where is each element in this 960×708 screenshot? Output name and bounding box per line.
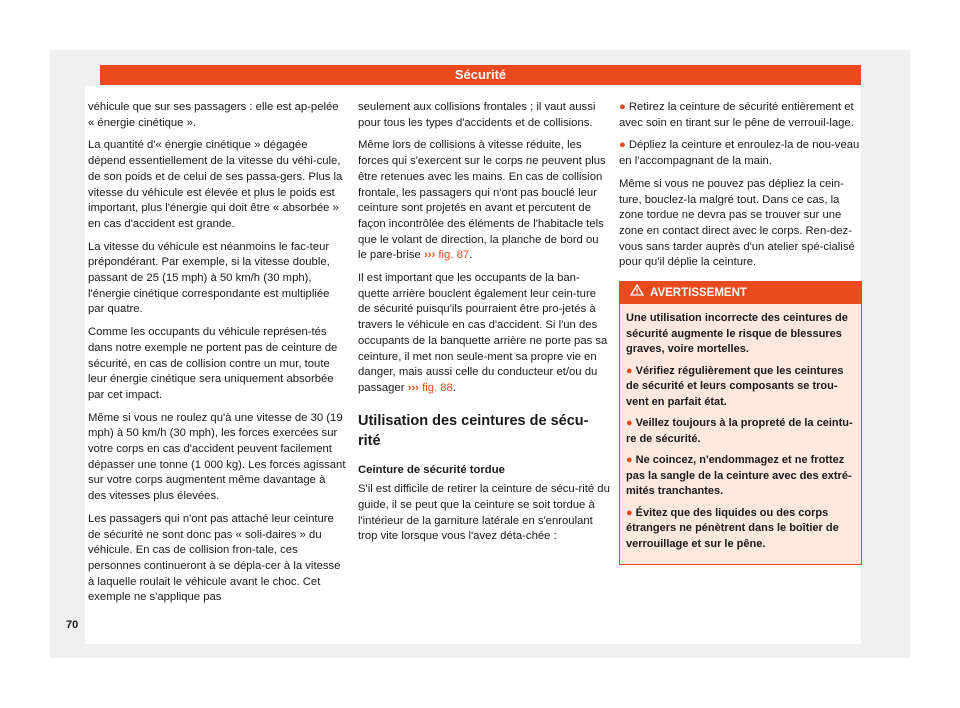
- bullet-icon: ●: [626, 454, 633, 467]
- paragraph-text: Même lors de collisions à vitesse réduite, les forces qui s'exercent sur le corps ne peuvent plus être retenues avec les mains. En cas de collision frontale, les passagers qui n'ont pas bouclé leur ceinture sont projetés en avant et percutent de façon incontrôlée des éléments de l'habitacle tels que le volant de direction, la planche de bord ou le pare-brise: [358, 139, 606, 262]
- column-3: [619, 100, 862, 565]
- page-number: 70: [66, 619, 79, 631]
- paragraph: La quantité d'« énergie cinétique » dégagée dépend essentiellement de la vitesse du véhi-cule, de son poids et de celui de ses passa-gers. Plus la vitesse du véhicule est élevée et plus le poids est important, plus l'énergie qui doit être « absorbée » en cas d'accident est grande.: [88, 139, 343, 230]
- warning-intro: Une utilisation incorrecte des ceintures de sécurité augmente le risque de blessures graves, voire mortelles.: [626, 312, 848, 356]
- paragraph: [358, 138, 610, 264]
- paragraph: S'il est difficile de retirer la ceinture de sécu-rité du guide, il se peut que la ceinture se soit tordue à l'intérieur de la garniture latérale en s'enroulant trop vite lorsque vous l'avez déta-chée :: [358, 483, 610, 543]
- bullet-text: Dépliez la ceinture et enroulez-la de nou-veau en l'accompagnant de la main.: [619, 139, 860, 168]
- paragraph-text: Il est important que les occupants de la ban-quette arrière bouclent également leur cein-ture de sécurité puisqu'ils pourraient être pro-jetés à travers le véhicule en cas d'accident. Si l'un des occupants de la banquette arrière ne porte pas sa ceinture, il met non seule-ment sa propre vie en danger, mais aussi celle du conducteur et/ou du passager: [358, 272, 608, 394]
- warning-body: [620, 304, 861, 564]
- section-header: Sécurité: [100, 65, 861, 85]
- paragraph: Même si vous ne roulez qu'à une vitesse de 30 (19 mph) à 50 km/h (30 mph), les forces exercées sur votre corps en cas d'accident peuvent facilement dépasser une tonne (1 000 kg). Les forces agissant sur votre corps augmentent même davantage à des vitesses plus élevées.: [88, 411, 346, 503]
- paragraph: véhicule que sur ses passagers : elle est ap-pelée « énergie cinétique ».: [88, 101, 339, 129]
- paragraph: seulement aux collisions frontales ; il vaut aussi pour tous les types d'accidents et de collisions.: [358, 101, 596, 129]
- column-2: [358, 100, 610, 552]
- warning-item-text: Ne coincez, n'endommagez et ne frottez pas la sangle de la ceinture avec des extré-mités tranchantes.: [626, 454, 852, 498]
- warning-item: [626, 506, 855, 553]
- bullet-text: Retirez la ceinture de sécurité entièrement et avec soin en tirant sur le pêne de verrouil-lage.: [619, 101, 854, 129]
- paragraph: Les passagers qui n'ont pas attaché leur ceinture de sécurité ne sont donc pas « soli-daires » du véhicule. En cas de collision fron-tale, ces personnes continueront à se dépla-cer à la vitesse à laquelle roulait le véhicule avant le choc. Cet exemple ne s'applique pas: [88, 512, 341, 604]
- bullet-icon: ●: [626, 364, 633, 377]
- punctuation: .: [452, 381, 456, 394]
- bullet-item: [619, 138, 862, 169]
- paragraph: La vitesse du véhicule est néanmoins le fac-teur prépondérant. Par exemple, si la vitesse double, passant de 25 (15 mph) à 50 km/h (30 mph), l'énergie cinétique correspondante est multipliée par quatre.: [88, 240, 330, 316]
- figure-link-88[interactable]: fig. 88: [422, 381, 453, 394]
- warning-box: [619, 281, 862, 565]
- reference-arrow-icon: ›››: [423, 249, 436, 262]
- punctuation: .: [469, 249, 473, 262]
- warning-item-text: Vérifiez régulièrement que les ceintures de sécurité et leurs composants se trou-vent en parfait état.: [626, 364, 844, 408]
- bullet-icon: ●: [626, 506, 633, 519]
- warning-title: AVERTISSEMENT: [650, 287, 747, 300]
- bullet-icon: ●: [619, 139, 626, 152]
- reference-arrow-icon: ›››: [407, 381, 419, 394]
- warning-item: [626, 364, 855, 411]
- warning-header: [620, 282, 861, 304]
- warning-item: [626, 416, 855, 447]
- warning-triangle-icon: [630, 282, 644, 304]
- paragraph: Même si vous ne pouvez pas dépliez la cein-ture, bouclez-la malgré tout. Dans ce cas, la zone tordue ne devra pas se trouver sur une zone en contact direct avec le corps. Ren-dez-vous sans tarder auprès d'un atelier spé-cialisé pour qu'il déplie la ceinture.: [619, 177, 855, 269]
- paragraph: [358, 271, 610, 397]
- column-1: [88, 100, 346, 613]
- warning-item-text: Veillez toujours à la propreté de la ceintu-re de sécurité.: [626, 417, 853, 445]
- sub-heading: Ceinture de sécurité tordue: [358, 463, 505, 476]
- warning-item: [626, 453, 855, 500]
- bullet-icon: ●: [619, 101, 626, 113]
- bullet-icon: ●: [626, 417, 633, 430]
- document-page: [85, 86, 861, 644]
- paragraph: Comme les occupants du véhicule représen-tés dans notre exemple ne portent pas de ceinture de sécurité, en cas de collision contre un mur, toute leur énergie cinétique sera uniquement absorbée par cet impact.: [88, 326, 338, 401]
- bullet-item: [619, 100, 862, 131]
- warning-item-text: Évitez que des liquides ou des corps étrangers ne pénètrent dans le boîtier de verrouillage et sur le pêne.: [626, 506, 839, 550]
- figure-link-87[interactable]: fig. 87: [438, 249, 470, 262]
- section-heading: Utilisation des ceintures de sécu-rité: [358, 412, 589, 449]
